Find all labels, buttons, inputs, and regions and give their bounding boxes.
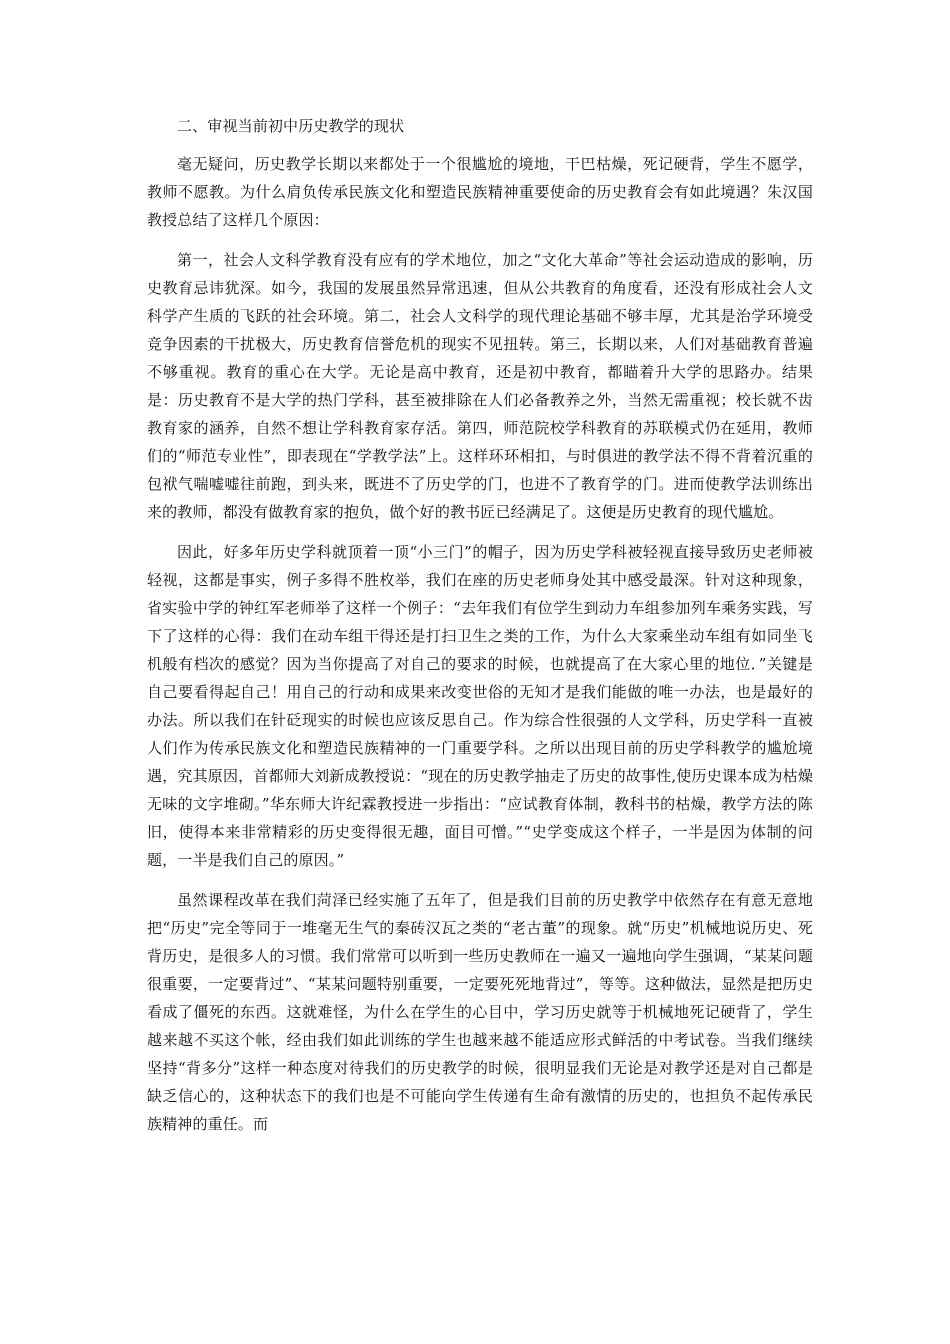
document-body xyxy=(147,112,813,1150)
paragraph-reasons: 第一，社会人文科学教育没有应有的学术地位，加之“文化大革命”等社会运动造成的影响，历史教育忌讳犹深。如今，我国的发展虽然异常迅速，但从公共教育的角度看，还没有形成社会人文科学产生质的飞跃的社会环境。第二，社会人文科学的现代理论基础不够丰厚，尤其是治学环境受竞争因素的干扰极大，历史教育信誉危机的现实不见扭转。第三，长期以来，人们对基础教育普遍不够重视。教育的重心在大学。无论是高中教育，还是初中教育，都瞄着升大学的思路办。结果是：历史教育不是大学的热门学科，甚至被排除在人们必备教养之外，当然无需重视；校长就不齿教育家的涵养，自然不想让学科教育家存活。第四，师范院校学科教育的苏联模式仍在延用，教师们的“师范专业性”，即表现在“学教学法”上。这样环环相扣，与时俱进的教学法不得不背着沉重的包袱气喘嘘嘘往前跑，到头来，既进不了历史学的门，也进不了教育学的门。进而使教学法训练出来的教师，都没有做教育家的抱负，做个好的教书匠已经满足了。这便是历史教育的现代尴尬。 xyxy=(147,251,813,521)
paragraph-examples: 因此，好多年历史学科就顶着一顶“小三门”的帽子，因为历史学科被轻视直接导致历史老师被轻视，这都是事实，例子多得不胜枚举，我们在座的历史老师身处其中感受最深。针对这种现象，省实验中学的钟红军老师举了这样一个例子：“去年我们有位学生到动力车组参加列车乘务实践，写下了这样的心得：我们在动车组干得还是打扫卫生之类的工作，为什么大家乘坐动车组有如同坐飞机般有档次的感觉？因为当你提高了对自己的要求的时候，也就提高了在大家心里的地位．”关键是自己要看得起自己！用自己的行动和成果来改变世俗的无知才是我们能做的唯一办法，也是最好的办法。所以我们在针砭现实的时候也应该反思自己。作为综合性很强的人文学科，历史学科一直被人们作为传承民族文化和塑造民族精神的一门重要学科。之所以出现目前的历史学科教学的尴尬境遇，究其原因，首都师大刘新成教授说：“现在的历史教学抽走了历史的故事性,使历史课本成为枯燥无味的文字堆砌。”华东师大许纪霖教授进一步指出：“应试教育体制，教科书的枯燥，教学方法的陈旧，使得本来非常精彩的历史变得很无趣，面目可憎。”“史学变成这个样子，一半是因为体制的问题，一半是我们自己的原因。” xyxy=(147,543,813,869)
paragraph-curriculum-reform: 虽然课程改革在我们菏泽已经实施了五年了，但是我们目前的历史教学中依然存在有意无意地把“历史”完全等同于一堆毫无生气的秦砖汉瓦之类的“老古董”的现象。就“历史”机械地说历史、死背历史，是很多人的习惯。我们常常可以听到一些历史教师在一遍又一遍地向学生强调，“某某问题很重要，一定要背过”、“某某问题特别重要，一定要死死地背过”，等等。这种做法，显然是把历史看成了僵死的东西。这就难怪，为什么在学生的心目中，学习历史就等于机械地死记硬背了，学生越来越不买这个帐，经由我们如此训练的学生也越来越不能适应形式鲜活的中考试卷。当我们继续坚持“背多分”这样一种态度对待我们的历史教学的时候，很明显我们无论是对教学还是对自己都是缺乏信心的，这种状态下的我们也是不可能向学生传递有生命有激情的历史的，也担负不起传承民族精神的重任。而 xyxy=(147,891,813,1133)
paragraph-intro: 毫无疑问，历史教学长期以来都处于一个很尴尬的境地，干巴枯燥，死记硬背，学生不愿学，教师不愿教。为什么肩负传承民族文化和塑造民族精神重要使命的历史教育会有如此境遇？朱汉国教授总结了这样几个原因： xyxy=(147,155,813,229)
section-heading: 二、审视当前初中历史教学的现状 xyxy=(177,117,405,135)
